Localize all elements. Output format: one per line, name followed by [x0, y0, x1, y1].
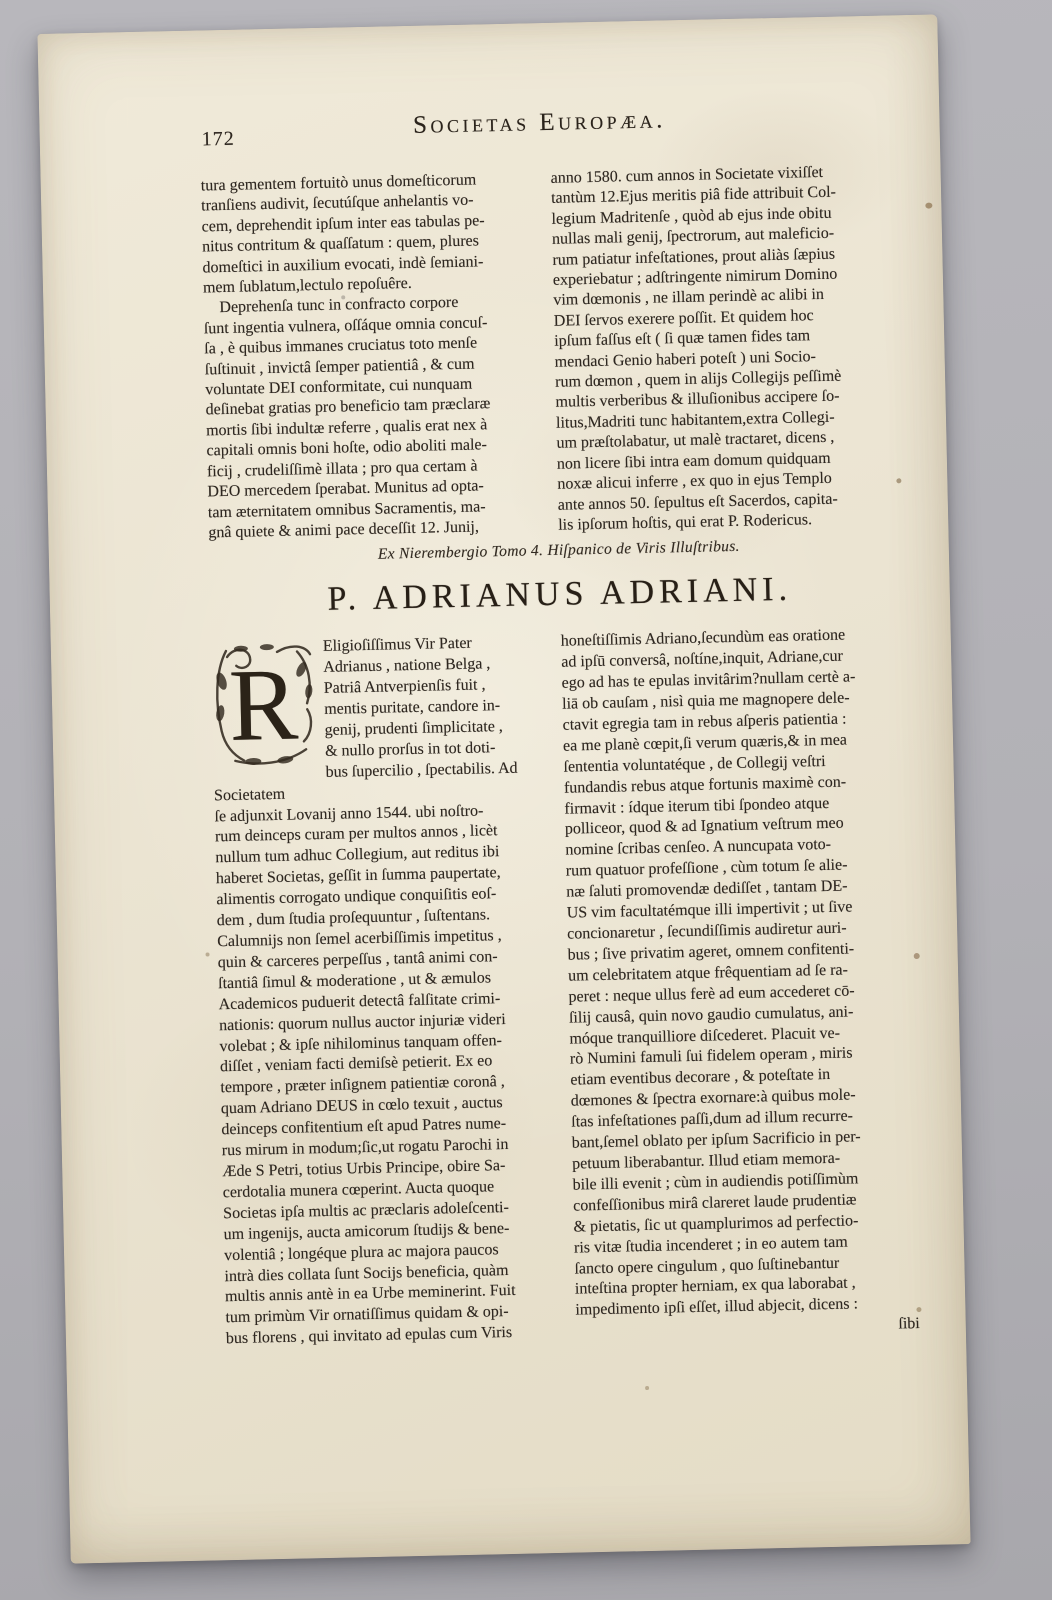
paper-speck: [645, 1386, 649, 1390]
book-page: [37, 14, 970, 1563]
article-end-left-column: tura gementem fortuitò unus domeſticorum tranſiens audivit, ſecutúſque anhelantis vo- cem, deprehendit ipſum inter eas tabulas pe- nitus contritum & quaſſatum : quem, plures domeſtici in auxilium evocati, indè ſemiani- mem ſublatum,lectulo repoſuêre. Deprehenſa tunc in confracto corpore ſunt ingentia vulnera, oſſáque omnia concuſ- ſa , è quibus immanes cruciatus toto menſe ſuſtinuit , invictâ ſemper patientiâ , & cum voluntate DEI conformitate, cui nunquam deſinebat gratias pro beneficio tam præclaræ mortis ſibi indultæ referre , qualis erat nex à capitali omnis boni hoſte, odio aboliti male- ficij , crudeliſſimè illata ; pro qua certam à DEO mercedem ſperabat. Munitus ad opta- tam æternitatem omnibus Sacramentis, ma- gnâ quiete & animi pace deceſſit 12. Junij,: [200, 171, 491, 542]
svg-text:R: R: [227, 647, 300, 764]
catchword: ſibi: [898, 1315, 920, 1333]
paper-speck: [205, 952, 209, 956]
section-columns: [211, 624, 926, 1350]
drop-cap-initial-icon: [211, 639, 318, 767]
article-end-right-column: anno 1580. cum annos in Societate vixiſſet tantùm 12.Ejus meritis piâ fide attribuit Col- legium Madritenſe , quòd ab ejus inde obitu nullas mali genij, ſpectrorum, aut maleficio- rum patiatur infeſtationes, prout aliàs ſæpius experiebatur ; adſtringente nimirum Domino vim dœmonis , ne illam perindè ac alibi in DEI ſervos exerere poſſit. Et quidem hoc ipſum faſſus eſt ( ſi quæ tamen fides tam mendaci Genio haberi poteſt ) uni Socio- rum dœmon , quem in alijs Collegijs peſſimè multis verberibus & illuſionibus accipere ſo- litus,Madriti tunc habitantem,extra Collegi- um præſtolabatur, ut malè tractaret, dicens , non licere ſibi intra eam domum quidquam noxæ alicui inferre , ex quo in ejus Templo ante annos 50. ſepultus eſt Sacerdos, capita- lis ipſorum hoſtis, qui erat P. Rodericus.: [550, 163, 842, 534]
running-title: Societas Europæa.: [412, 106, 667, 139]
page-header: [199, 101, 900, 154]
section-left-body-lines: bus ſupercilio , ſpectabilis. Ad Societatem ſe adjunxit Lovanij anno 1544. ubi noſtro- rum deinceps curam per multos annos , licèt nullum tum adhuc Collegium, aut reditus ibi haberet Societas, geſſit in ſumma paupertate, alimentis corrogato undique conquiſitis eoſ- dem , dum ſtudia proſequuntur , ſuſtentans. Calumnijs non ſemel acerbiſſimis impetitus , quin & carceres perpeſſus , tantâ animi con- ſtantiâ ſimul & moderatione , ut & æmulos Academicos puduerit detectâ falſitate crimi- nationis: quorum nullus auctor injuriæ videri volebat ; & ipſe nihilominus tanquam offen- diſſet , veniam facti demiſsè petierit. Ex eo tempore , præter inſignem patientiæ coronâ , quam Adriano DEUS in cœlo texuit , auctus deinceps confitentium eſt apud Patres nume- rus mirum in modum;ſic,ut rogatu Parochi in Æde S Petri, totius Urbis Principe, obire Sa- cerdotalia munera cœperint. Aucta quoque Societas ipſa multis ac præclaris adoleſcenti- um ingenijs, aucta amicorum ſtudijs & bene- volentiâ ; longéque plura ac majora paucos intrà dies collata ſunt Socijs beneficia, quàm multis annis antè in ea Urbe meminerint. Fuit tum primùm Vir ornatiſſimus quidam & opi- bus florens , qui invitato ad epulas cum Viris: [213, 759, 518, 1348]
source-citation: Ex Nierembergio Tomo 4. Hiſpanico de Viris Illuſtribus.: [377, 538, 740, 564]
section-right-column: [561, 624, 926, 1342]
page-content: [199, 101, 926, 1350]
section-left-column: [211, 632, 562, 1350]
section-heading: P. ADRIANUS ADRIANI.: [327, 570, 793, 619]
section-left-intro-lines: Eligioſiſſimus Vir Pater Adrianus , natione Belga , Patriâ Antverpienſis fuit , mentis puritate, candore in- genij, prudenti ſimplicitate , & nullo prorſus in tot doti-: [322, 634, 504, 760]
section-right-body-lines: honeſtiſſimis Adriano,ſecundùm eas oratione ad ipſū conversâ, noſtíne,inquit, Adriane,cur ego ad has te epulas invitârim?nullam certè a- liā ob cauſam , nisì quia me magnopere dele- ctavit egregia tam in rebus aſperis patientia : ea me planè cœpit,ſi verum quæris,& in mea ſententia voluntatéque , de Collegij veſtri fundandis rebus atque fortunis maximè con- firmavit : ídque iterum tibi ſpondeo atque polliceor, quod & ad Ignatium veſtrum meo nomine ſcribas cenſeo. A nuncupata voto- rum quatuor profeſſione , cùm totum ſe alie- næ ſaluti promovendæ dediſſet , tantam DE- US vim facultatémque illi impertivit ; ut ſive concionaretur , ſecundiſſimis audiretur auri- bus ; ſive privatim ageret, omnem confitenti- um celebritatem atque frêquentiam ad ſe ra- peret : neque ullus ferè ad eum accederet cō- ſilij causâ, quin novo gaudio cumulatus, ani- móque tranquilliore diſcederet. Placuit ve- rò Numini famuli ſui fidelem operam , miris etiam eventibus decorare , & poteſtate in dœmones & ſpectra exornare:à quibus mole- ſtas infeſtationes paſſi,dum ad illum recurre- bant,ſemel oblato per ipſum Sacrificio in per- petuum liberabantur. Illud etiam memora- bile illi evenit ; cùm in audiendis potiſſimùm confeſſionibus mirâ clareret laude prudentiæ & pietatis, ſic ut quamplurimos ad perfectio- ris vitæ ſtudia incenderet ; in eo autem tam ſancto opere cingulum , quo ſuſtinebantur inteſtina propter herniam, ex qua laborabat , impedimento ipſi eſſet, illud abjecit, dicens :: [560, 626, 861, 1319]
page-number: 172: [201, 127, 235, 151]
paper-speck: [925, 203, 932, 209]
article-end-columns: [201, 161, 909, 543]
